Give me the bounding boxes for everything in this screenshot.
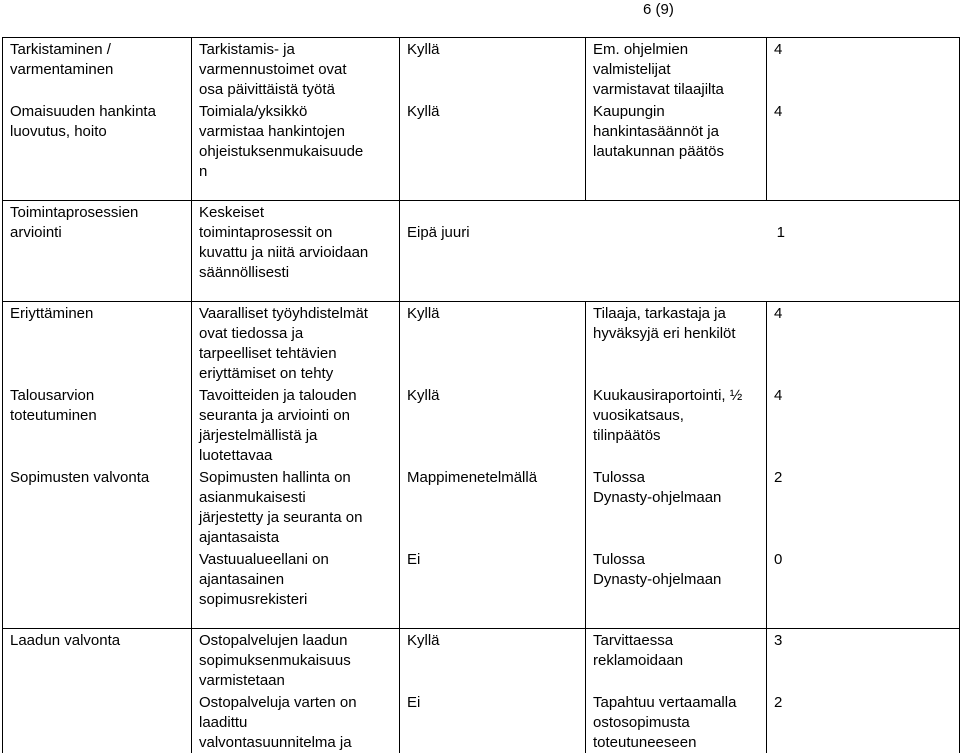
activity-cell: Tarkistamis- ja varmennustoimet ovat osa päivittäistä työtä	[192, 38, 400, 101]
table-row	[3, 691, 960, 753]
activity-cell: Tavoitteiden ja talouden seuranta ja arviointi on järjestelmällistä ja luotettavaa	[192, 384, 400, 466]
control-assessment-table	[2, 37, 960, 753]
status-cell: Kyllä	[400, 384, 586, 466]
score-cell: 3	[767, 629, 960, 692]
activity-cell: Vastuualueellani on ajantasainen sopimusrekisteri	[192, 548, 400, 610]
evidence-cell: Tarvittaessa reklamoidaan	[586, 629, 767, 692]
evidence-cell: Tapahtuu vertaamalla ostosopimusta toteutuneeseen	[586, 691, 767, 753]
status-text: Eipä juuri	[407, 224, 470, 241]
table-row	[3, 629, 960, 692]
table-row	[3, 466, 960, 548]
spacer-row	[3, 610, 960, 629]
activity-cell: Keskeiset toimintaprosessit on kuvattu ja niitä arvioidaan säännöllisesti	[192, 201, 400, 284]
score-cell: 4	[767, 38, 960, 101]
area-cell: Talousarvion toteutuminen	[3, 384, 192, 466]
score-cell: 4	[767, 302, 960, 385]
evidence-cell: Tulossa Dynasty-ohjelmaan	[586, 548, 767, 610]
evidence-cell: Tulossa Dynasty-ohjelmaan	[586, 466, 767, 548]
table-row	[3, 201, 960, 284]
score-cell: 2	[767, 691, 960, 753]
evidence-cell: Em. ohjelmien valmistelijat varmistavat tilaajilta	[586, 38, 767, 101]
table-row	[3, 38, 960, 101]
area-cell: Toimintaprosessien arviointi	[3, 201, 192, 284]
score-cell: 4	[767, 100, 960, 182]
status-cell: Ei	[400, 548, 586, 610]
status-cell: Kyllä	[400, 38, 586, 101]
spacer-row	[3, 283, 960, 302]
evidence-cell: Kuukausiraportointi, ½ vuosikatsaus, tilinpäätös	[586, 384, 767, 466]
activity-cell: Ostopalveluja varten on laadittu valvontasuunnitelma ja	[192, 691, 400, 753]
activity-cell: Vaaralliset työyhdistelmät ovat tiedossa ja tarpeelliset tehtävien eriyttämiset on tehty	[192, 302, 400, 385]
area-cell: Laadun valvonta	[3, 629, 192, 692]
table-row	[3, 384, 960, 466]
evidence-cell: Tilaaja, tarkastaja ja hyväksyjä eri henkilöt	[586, 302, 767, 385]
status-cell: Kyllä	[400, 629, 586, 692]
table-row	[3, 302, 960, 385]
area-cell: Eriyttäminen	[3, 302, 192, 385]
score-cell: 2	[767, 466, 960, 548]
status-cell: Mappimenetelmällä	[400, 466, 586, 548]
evidence-cell: Kaupungin hankintasäännöt ja lautakunnan päätös	[586, 100, 767, 182]
table-row	[3, 548, 960, 610]
area-cell: Sopimusten valvonta	[3, 466, 192, 548]
score-text: 1	[776, 224, 785, 241]
area-cell	[3, 548, 192, 610]
status-cell	[400, 201, 960, 284]
area-cell: Tarkistaminen / varmentaminen	[3, 38, 192, 101]
activity-cell: Toimiala/yksikkö varmistaa hankintojen ohjeistuksenmukaisuude n	[192, 100, 400, 182]
area-cell: Omaisuuden hankinta luovutus, hoito	[3, 100, 192, 182]
score-cell: 4	[767, 384, 960, 466]
activity-cell: Sopimusten hallinta on asianmukaisesti järjestetty ja seuranta on ajantasaista	[192, 466, 400, 548]
area-cell	[3, 691, 192, 753]
activity-cell: Ostopalvelujen laadun sopimuksenmukaisuus varmistetaan	[192, 629, 400, 692]
page-number: 6 (9)	[643, 1, 674, 18]
status-cell: Kyllä	[400, 100, 586, 182]
score-cell: 0	[767, 548, 960, 610]
spacer-row	[3, 182, 960, 201]
status-cell: Kyllä	[400, 302, 586, 385]
table-row	[3, 100, 960, 182]
status-cell: Ei	[400, 691, 586, 753]
